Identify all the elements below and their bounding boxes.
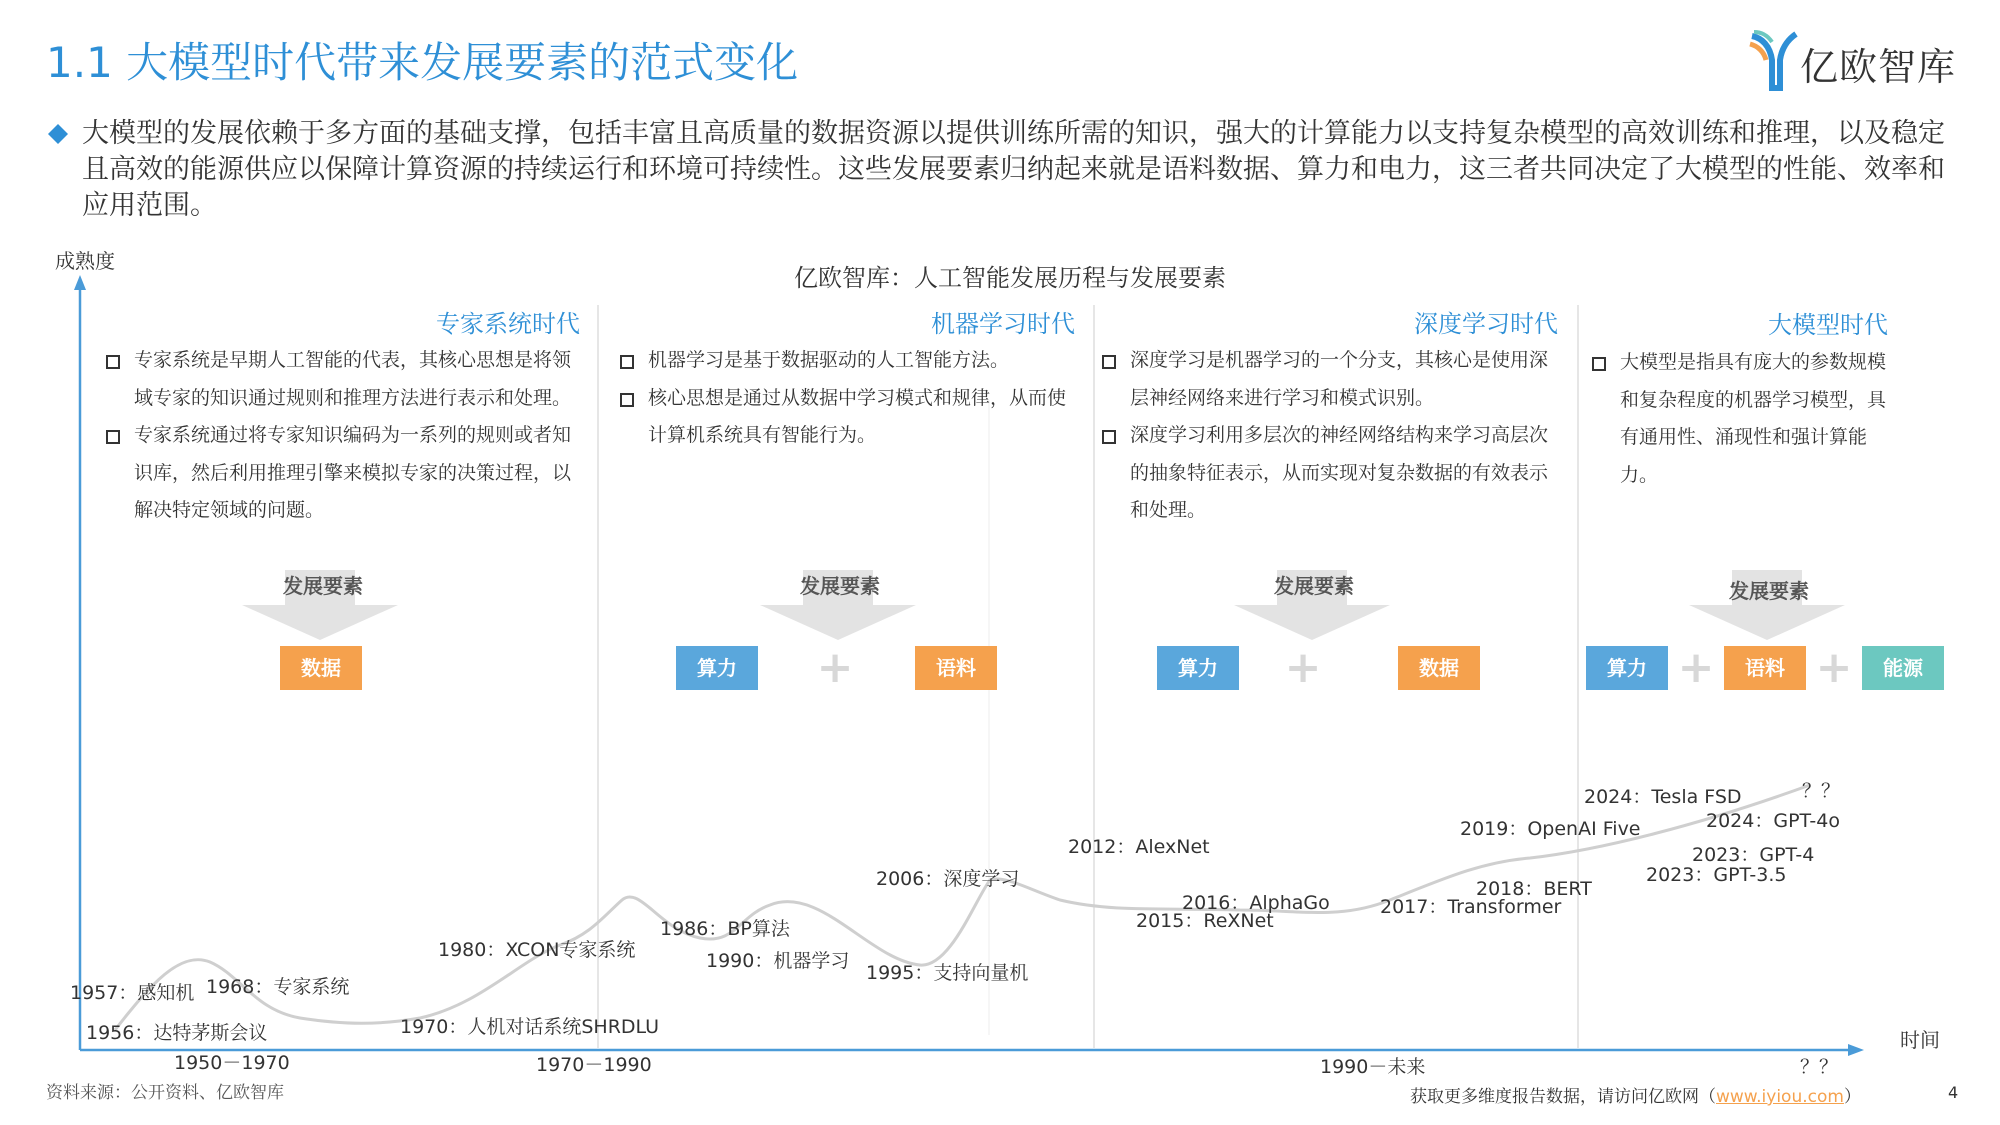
factor-data: 数据 [1398, 646, 1480, 690]
event-label: 2023：GPT-4 [1692, 844, 1815, 866]
dev-factor-label: 发展要素 [800, 574, 880, 598]
era-body-llm [1592, 344, 1892, 494]
y-axis-arrow-icon [74, 275, 86, 290]
plus-icon: + [1815, 642, 1853, 693]
x-axis-arrow-icon [1848, 1044, 1864, 1056]
x-axis-label: 时间 [1900, 1028, 1940, 1052]
dev-factor-label: 发展要素 [283, 574, 363, 598]
event-label: 2016：AlphaGo [1182, 892, 1330, 914]
period-label: 1950－1970 [174, 1052, 290, 1074]
era-body-ml [620, 342, 1080, 455]
period-label: ？？ [1800, 1056, 1839, 1078]
era-body-dl [1102, 342, 1562, 530]
event-label: 1980：XCON专家系统 [438, 939, 636, 961]
event-label: 2024：GPT-4o [1706, 810, 1840, 832]
event-label: 1995：支持向量机 [866, 962, 1029, 984]
event-label: 2019：OpenAI Five [1460, 818, 1641, 840]
event-label: 1970：人机对话系统SHRDLU [400, 1016, 660, 1038]
era-point: 专家系统是早期人工智能的代表，其核心思想是将领域专家的知识通过规则和推理方法进行表示和处理。 [106, 342, 576, 417]
factor-corpus: 语料 [915, 646, 997, 690]
dev-factor-label: 发展要素 [1274, 574, 1354, 598]
page-title: 1.1 大模型时代带来发展要素的范式变化 [46, 38, 799, 87]
era-point: 机器学习是基于数据驱动的人工智能方法。 [620, 342, 1080, 380]
era-title-llm: 大模型时代 [1768, 311, 1888, 339]
factor-corpus: 语料 [1724, 646, 1806, 690]
era-title-ml: 机器学习时代 [931, 310, 1075, 338]
era-body-expert [106, 342, 576, 530]
event-label: 2017：Transformer [1380, 896, 1562, 918]
event-label: 1957：感知机 [70, 982, 195, 1004]
footer-note [1410, 1082, 1861, 1107]
event-label: ？？ [1802, 780, 1841, 802]
event-label: 2006：深度学习 [876, 868, 1020, 890]
event-label: 2023：GPT-3.5 [1646, 864, 1787, 886]
era-point: 深度学习利用多层次的神经网络结构来学习高层次的抽象特征表示，从而实现对复杂数据的有效表示和处理。 [1102, 417, 1562, 530]
source-note: 资料来源：公开资料、亿欧智库 [46, 1083, 284, 1103]
event-label: 1968：专家系统 [206, 976, 350, 998]
plus-icon: + [816, 642, 854, 693]
factor-compute: 算力 [1586, 646, 1668, 690]
era-title-dl: 深度学习时代 [1414, 310, 1558, 338]
event-label: 1990：机器学习 [706, 950, 850, 972]
footer-link[interactable]: www.iyiou.com [1716, 1087, 1844, 1107]
plus-icon: + [1677, 642, 1715, 693]
y-axis-label: 成熟度 [55, 249, 115, 273]
factor-compute: 算力 [1157, 646, 1239, 690]
page-number: 4 [1948, 1083, 1959, 1102]
era-point: 深度学习是机器学习的一个分支，其核心是使用深层神经网络来进行学习和模式识别。 [1102, 342, 1562, 417]
era-point: 核心思想是通过从数据中学习模式和规律，从而使计算机系统具有智能行为。 [620, 380, 1080, 455]
era-title-expert: 专家系统时代 [436, 310, 580, 338]
event-label: 2024：Tesla FSD [1584, 786, 1742, 808]
era-point: 大模型是指具有庞大的参数规模和复杂程度的机器学习模型，具有通用性、涌现性和强计算能力。 [1592, 344, 1892, 494]
footer-close: ） [1843, 1087, 1861, 1107]
footer-text: 获取更多维度报告数据，请访问亿欧网（ [1410, 1087, 1716, 1107]
factor-compute: 算力 [676, 646, 758, 690]
factor-data: 数据 [280, 646, 362, 690]
logo-text: 亿欧智库 [1800, 45, 1957, 89]
summary-text: 大模型的发展依赖于多方面的基础支撑，包括丰富且高质量的数据资源以提供训练所需的知识，强大的计算能力以支持复杂模型的高效训练和推理，以及稳定且高效的能源供应以保障计算资源的持续运行和环境可持续性。这些发展要素归纳起来就是语料数据、算力和电力，这三者共同决定了大模型的性能、效率和应用范围。 [82, 118, 1945, 221]
period-label: 1970－1990 [536, 1054, 652, 1076]
event-label: 2018：BERT [1476, 878, 1592, 900]
period-label: 1990－未来 [1320, 1056, 1426, 1078]
factor-energy: 能源 [1862, 646, 1944, 690]
era-point: 专家系统通过将专家知识编码为一系列的规则或者知识库，然后利用推理引擎来模拟专家的决策过程，以解决特定领域的问题。 [106, 417, 576, 530]
event-label: 1986：BP算法 [660, 918, 790, 940]
event-label: 1956：达特茅斯会议 [86, 1022, 268, 1044]
dev-factor-label: 发展要素 [1729, 579, 1809, 603]
event-label: 2015：ReXNet [1136, 910, 1274, 932]
plus-icon: + [1284, 642, 1322, 693]
diagram-title: 亿欧智库：人工智能发展历程与发展要素 [794, 264, 1226, 292]
event-label: 2012：AlexNet [1068, 836, 1210, 858]
